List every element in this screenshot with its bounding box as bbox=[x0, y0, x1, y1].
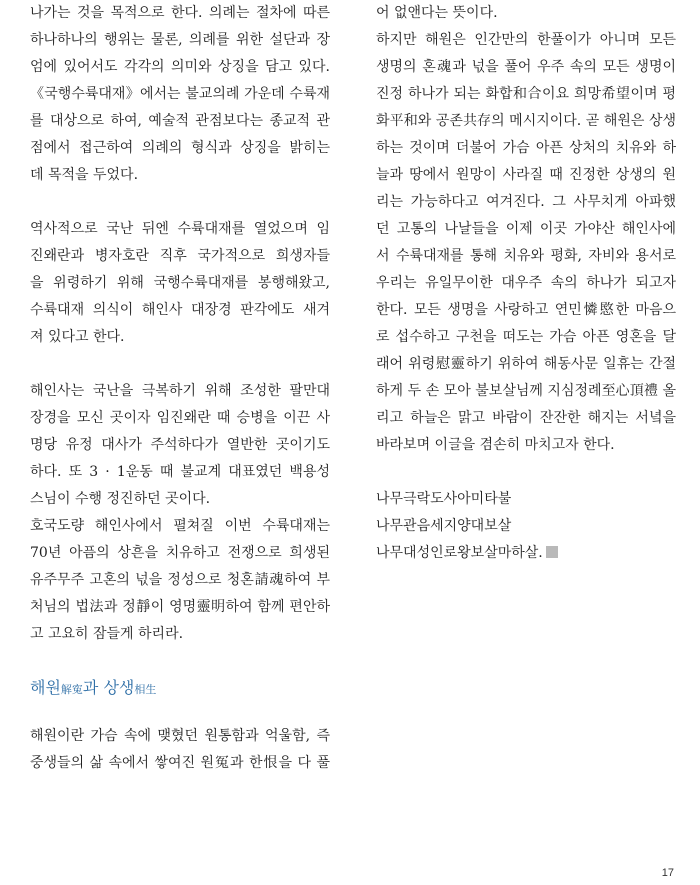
text-line: 바라보며 이글을 겸손히 마치고자 한다. bbox=[376, 437, 615, 453]
text-line: 처님의 법法과 정靜이 영명靈明하여 함께 편안하 bbox=[30, 599, 330, 615]
left-para-4 bbox=[30, 723, 330, 777]
text-line: 명당 유정 대사가 주석하다가 열반한 곳이기도 bbox=[30, 437, 330, 453]
left-para-3 bbox=[30, 378, 330, 648]
left-para-1 bbox=[30, 0, 330, 189]
text-line: 을 위령하기 위해 국행수륙대재를 봉행해왔고, bbox=[30, 275, 330, 291]
text-line: 한다. 모든 생명을 사랑하고 연민憐愍한 마음으 bbox=[376, 302, 676, 318]
text-line: 호국도량 해인사에서 펼쳐질 이번 수륙대재는 bbox=[30, 518, 330, 534]
text-line: 《국행수륙대재》에서는 불교의례 가운데 수륙재 bbox=[30, 86, 330, 102]
chant-line: 나무관음세지양대보살 bbox=[376, 518, 512, 534]
heading-hanja: 解寃 bbox=[60, 683, 83, 696]
text-line: 역사적으로 국난 뒤엔 수륙대재를 열었으며 임 bbox=[30, 221, 330, 237]
text-line: 중생들의 삶 속에서 쌓여진 원冤과 한恨을 다 풀 bbox=[30, 755, 330, 771]
text-line: 를 대상으로 하여, 예술적 관점보다는 종교적 관 bbox=[30, 113, 330, 129]
text-line: 하나하나의 행위는 물론, 의례를 위한 설단과 장 bbox=[30, 32, 330, 48]
text-line: 하지만 해원은 인간만의 한풀이가 아니며 모든 bbox=[376, 32, 676, 48]
text-line: 던 고통의 나날들을 이제 이곳 가야산 해인사에 bbox=[376, 221, 676, 237]
text-line: 서 수륙대재를 통해 치유와 평화, 자비와 용서로 bbox=[376, 248, 676, 264]
text-line: 화平和와 공존共存의 메시지이다. 곧 해원은 상생 bbox=[376, 113, 676, 129]
text-line: 생명의 혼魂과 넋을 풀어 우주 속의 모든 생명이 bbox=[376, 59, 676, 75]
right-para-1 bbox=[376, 0, 676, 459]
text-line: 어 없앤다는 뜻이다. bbox=[376, 5, 498, 21]
heading-hanja: 相生 bbox=[134, 683, 157, 696]
text-line: 해인사는 국난을 극복하기 위해 조성한 팔만대 bbox=[30, 383, 330, 399]
section-heading bbox=[30, 674, 330, 701]
left-para-2 bbox=[30, 216, 330, 351]
text-line: 해원이란 가슴 속에 맺혔던 원통함과 억울함, 즉 bbox=[30, 728, 330, 744]
chant-line: 나무극락도사아미타불 bbox=[376, 491, 512, 507]
text-line: 스님이 수행 정진하던 곳이다. bbox=[30, 491, 211, 507]
text-line: 장경을 모신 곳이자 임진왜란 때 승병을 이끈 사 bbox=[30, 410, 330, 426]
page-number: 17 bbox=[661, 867, 674, 879]
heading-text: 해원 bbox=[30, 678, 61, 697]
right-column bbox=[376, 0, 676, 567]
text-line: 70년 아픔의 상흔을 치유하고 전쟁으로 희생된 bbox=[30, 545, 330, 561]
text-line: 엄에 있어서도 각각의 의미와 상징을 담고 있다. bbox=[30, 59, 330, 75]
text-line: 진정 하나가 되는 화합和合이요 희망希望이며 평 bbox=[376, 86, 676, 102]
heading-text: 과 상생 bbox=[82, 678, 135, 697]
chant-text: 나무대성인로왕보살마하살. bbox=[376, 545, 543, 561]
text-line: 점에서 접근하여 의례의 형식과 상징을 밝히는 bbox=[30, 140, 330, 156]
text-line: 져 있다고 한다. bbox=[30, 329, 125, 345]
text-line: 유주무주 고혼의 넋을 정성으로 청혼請魂하여 부 bbox=[30, 572, 330, 588]
chant-line bbox=[376, 540, 676, 567]
text-line: 하게 두 손 모아 불보살님께 지심정례至心頂禮 올 bbox=[376, 383, 676, 399]
text-line: 리는 가능하다고 여겨진다. 그 사무치게 아파했 bbox=[376, 194, 676, 210]
text-line: 하다. 또 3 · 1운동 때 불교계 대표였던 백용성 bbox=[30, 464, 330, 480]
text-line: 진왜란과 병자호란 직후 국가적으로 희생자들 bbox=[30, 248, 330, 264]
text-line: 리고 하늘은 맑고 바람이 잔잔한 해지는 서녘을 bbox=[376, 410, 676, 426]
text-line: 나가는 것을 목적으로 한다. 의례는 절차에 따른 bbox=[30, 5, 330, 21]
left-column bbox=[30, 0, 330, 777]
text-line: 우리는 유일무이한 대우주 속의 하나가 되고자 bbox=[376, 275, 676, 291]
text-line: 래어 위령慰靈하기 위하여 해동사문 일휴는 간절 bbox=[376, 356, 676, 372]
text-line: 수륙대재 의식이 해인사 대장경 판각에도 새겨 bbox=[30, 302, 330, 318]
text-line: 늘과 땅에서 원망이 사라질 때 진정한 상생의 원 bbox=[376, 167, 676, 183]
text-line: 고 고요히 잠들게 하리라. bbox=[30, 626, 184, 642]
chant-block bbox=[376, 486, 676, 567]
text-line: 로 섭수하고 구천을 떠도는 가슴 아픈 영혼을 달 bbox=[376, 329, 676, 345]
text-line: 하는 것이며 더불어 가슴 아픈 상처의 치유와 하 bbox=[376, 140, 676, 156]
end-mark-icon bbox=[546, 546, 558, 558]
text-line: 데 목적을 두었다. bbox=[30, 167, 139, 183]
